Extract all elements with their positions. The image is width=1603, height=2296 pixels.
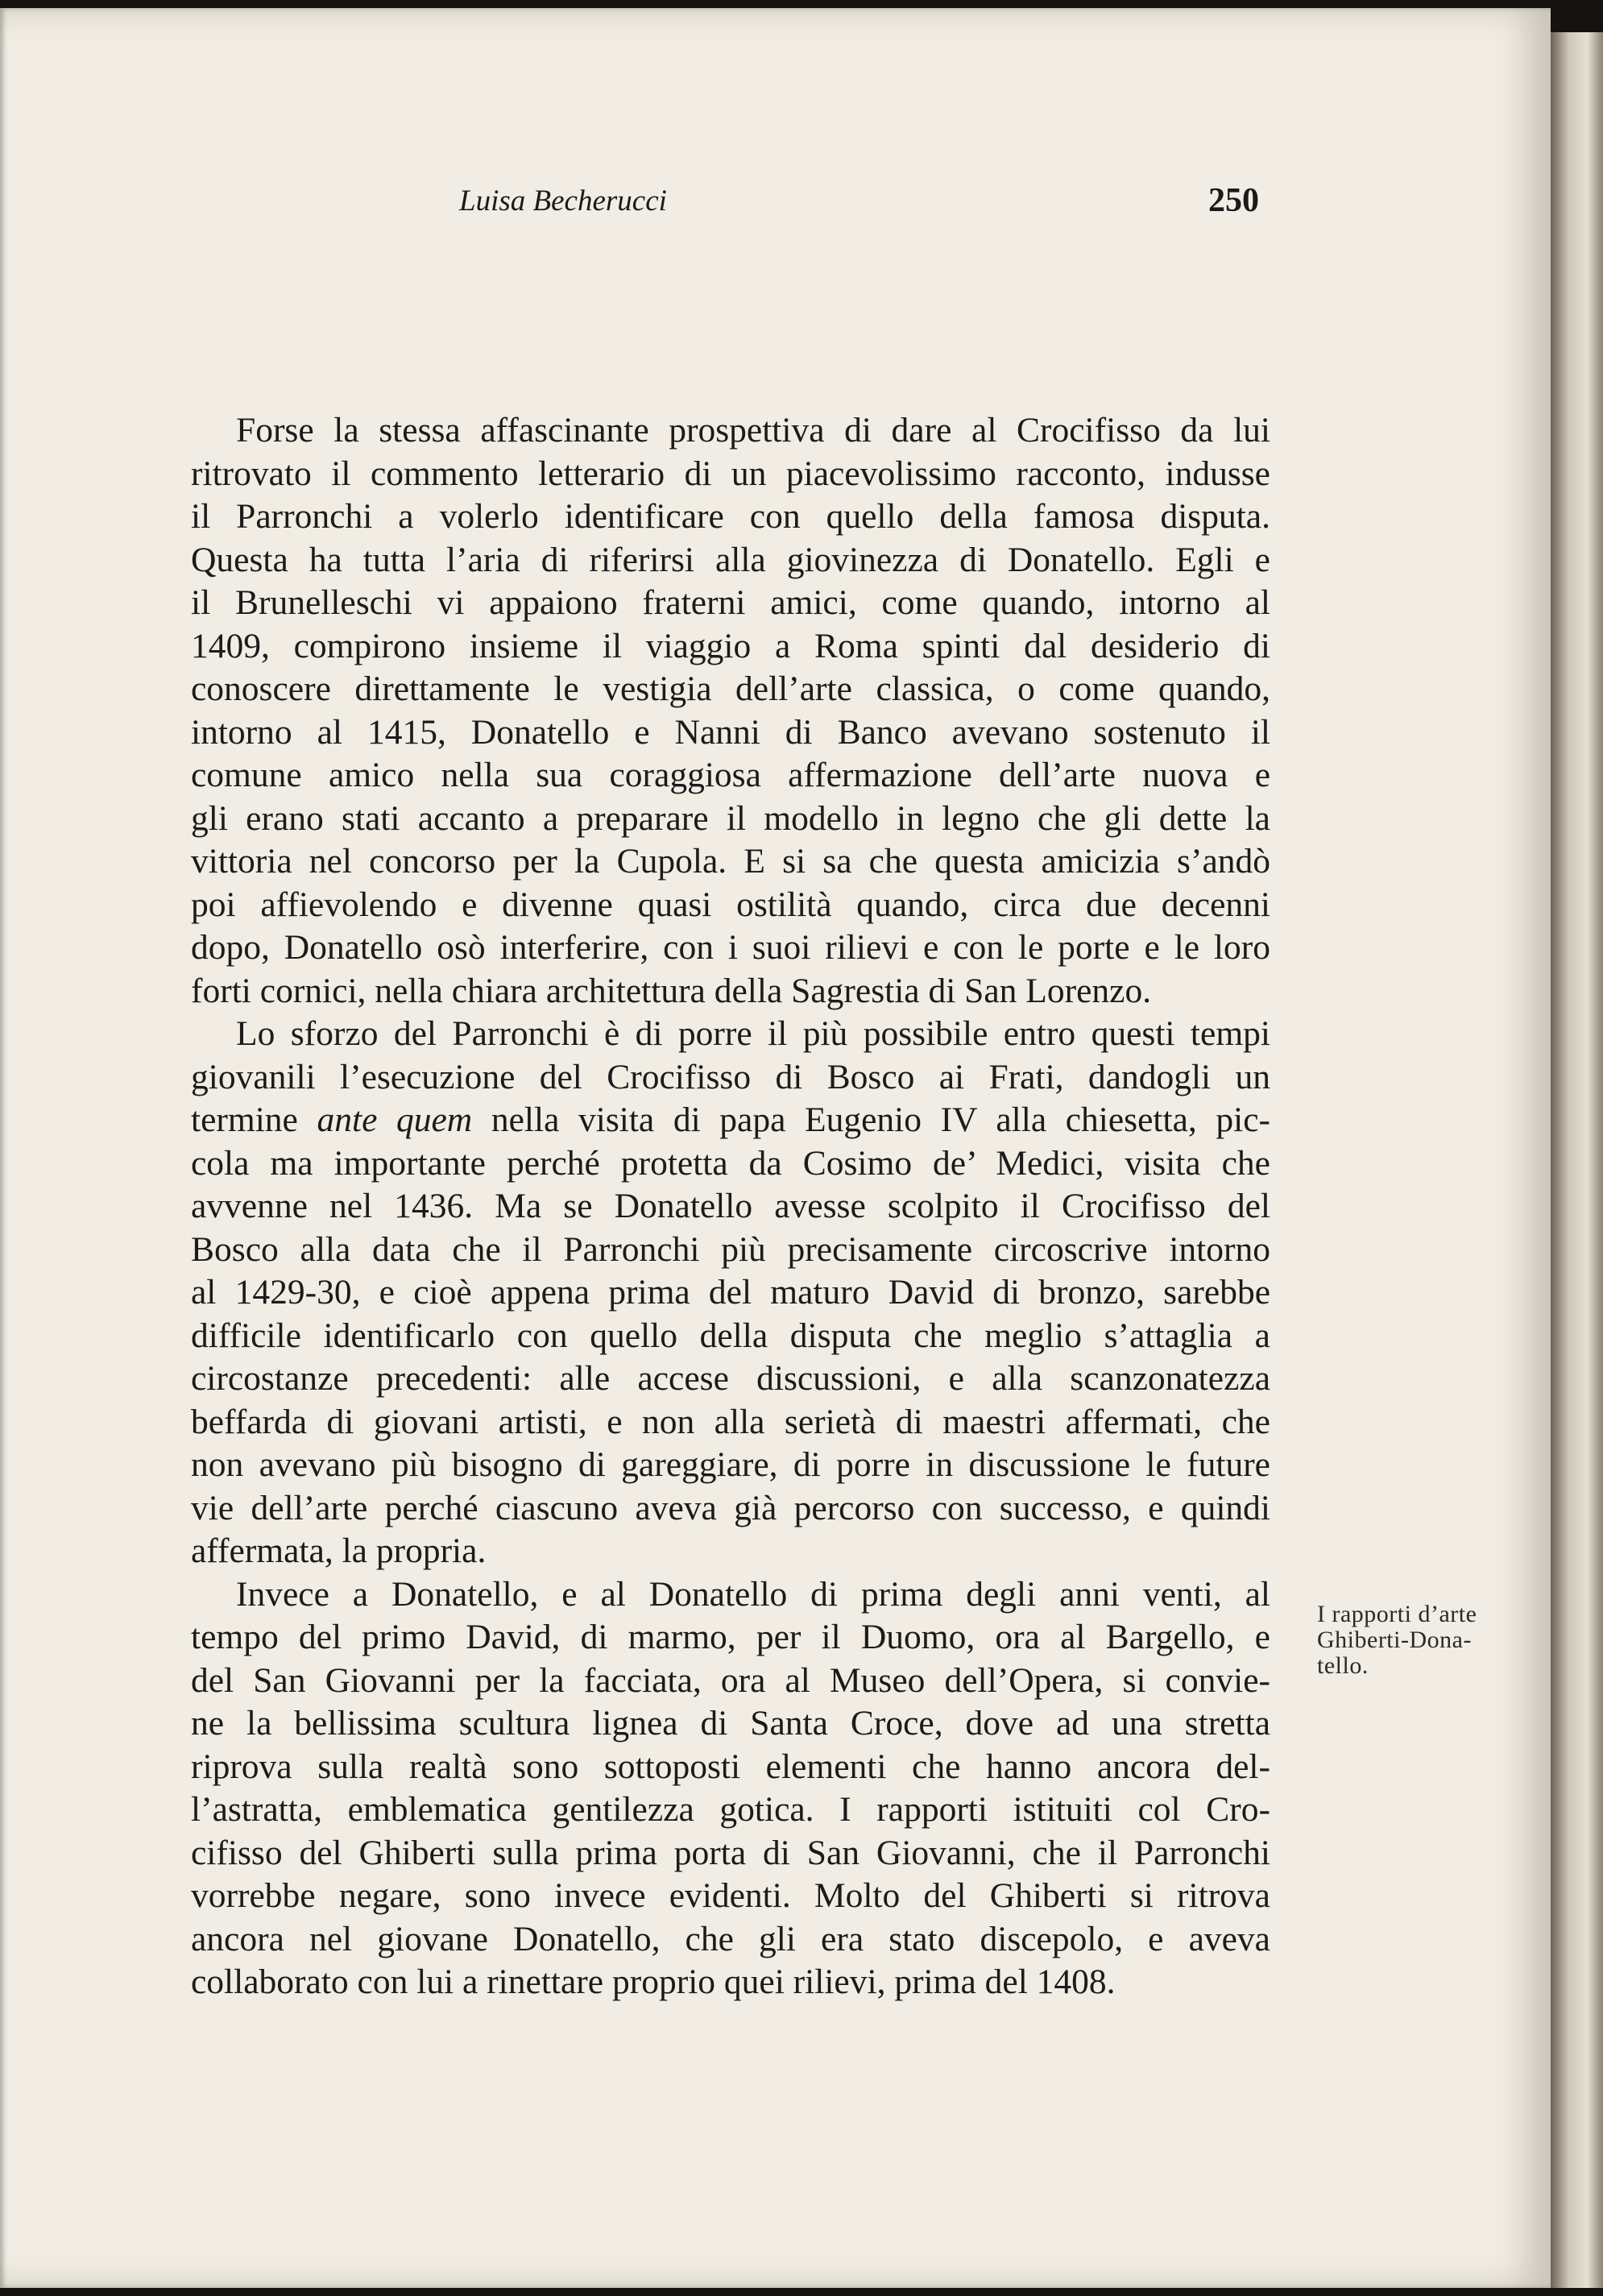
text-line: cifisso del Ghiberti sulla prima porta di San Giovanni, che il Parronchi: [191, 1833, 1270, 1872]
text-line: poi affievolendo e divenne quasi ostilità quando, circa due decenni: [191, 885, 1270, 924]
text-line: avvenne nel 1436. Ma se Donatello avesse scolpito il Crocifisso del: [191, 1187, 1270, 1225]
text-line: l’astratta, emblematica gentilezza gotica. I rapporti istituiti col Cro-: [191, 1790, 1270, 1829]
text-line: 1409, compirono insieme il viaggio a Roma spinti dal desiderio di: [191, 626, 1270, 665]
text-line: ne la bellissima scultura lignea di Santa Croce, dove ad una stretta: [191, 1704, 1270, 1743]
text-line: difficile identificarlo con quello della disputa che meglio s’attaglia a: [191, 1316, 1270, 1355]
text-line: affermata, la propria.: [191, 1531, 487, 1570]
main-text: [191, 409, 1270, 2004]
text-line: giovanili l’esecuzione del Crocifisso di Bosco ai Frati, dandogli un: [191, 1057, 1270, 1096]
text-line: Bosco alla data che il Parronchi più precisamente circoscrive intorno: [191, 1229, 1270, 1269]
running-head-author: Luisa Becherucci: [459, 184, 667, 218]
note-line: Ghiberti-Dona-: [1317, 1627, 1472, 1653]
text-line: tempo del primo David, di marmo, per il Duomo, ora al Bargello, e: [191, 1618, 1270, 1656]
text-line: collaborato con lui a rinettare proprio quei rilievi, prima del 1408.: [191, 1962, 1116, 2001]
text-line: riprova sulla realtà sono sottoposti elementi che hanno ancora del-: [191, 1747, 1270, 1786]
paragraph-1: [191, 409, 1270, 1013]
text-line: ritrovato il commento letterario di un piacevolissimo racconto, indusse: [191, 454, 1270, 493]
text-line-with-italic: [191, 1099, 1270, 1142]
text-line: gli erano stati accanto a preparare il modello in legno che gli dette la: [191, 798, 1270, 838]
text-line: comune amico nella sua coraggiosa affermazione dell’arte nuova e: [191, 756, 1270, 794]
line-segment: nella visita di papa Eugenio IV alla chiesetta, pic-: [491, 1100, 1271, 1139]
text-line: vie dell’arte perché ciascuno aveva già percorso con successo, e quindi: [191, 1488, 1270, 1527]
note-line: tello.: [1317, 1652, 1369, 1679]
text-line: beffarda di giovani artisti, e non alla serietà di maestri affermati, che: [191, 1402, 1270, 1441]
text-line: del San Giovanni per la facciata, ora al Museo dell’Opera, si convie-: [191, 1660, 1270, 1700]
text-line: il Brunelleschi vi appaiono fraterni amici, come quando, intorno al: [191, 583, 1270, 622]
text-line: Forse la stessa affascinante prospettiva di dare al Crocifisso da lui: [236, 411, 1270, 450]
text-line: forti cornici, nella chiara architettura della Sagrestia di San Lorenzo.: [191, 971, 1152, 1010]
marginal-note: [1317, 1602, 1526, 1679]
text-line: il Parronchi a volerlo identificare con quello della famosa disputa.: [191, 497, 1270, 536]
page-number: 250: [1208, 182, 1259, 219]
line-segment: termine: [191, 1100, 317, 1139]
text-line: circostanze precedenti: alle accese discussioni, e alla scanzonatezza: [191, 1359, 1270, 1398]
text-line: al 1429-30, e cioè appena prima del maturo David di bronzo, sarebbe: [191, 1273, 1270, 1312]
paragraph-2: [191, 1013, 1270, 1573]
text-line: Questa ha tutta l’aria di riferirsi alla giovinezza di Donatello. Egli e: [191, 540, 1270, 579]
italic-phrase: ante quem: [317, 1100, 473, 1139]
text-line: vittoria nel concorso per la Cupola. E si sa che questa amicizia s’andò: [191, 842, 1270, 881]
text-line: conoscere direttamente le vestigia dell’arte classica, o come quando,: [191, 669, 1270, 708]
text-line: ancora nel giovane Donatello, che gli era stato discepolo, e aveva: [191, 1919, 1270, 1958]
note-line: I rapporti d’arte: [1317, 1601, 1477, 1627]
paragraph-3: [191, 1573, 1270, 2004]
text-line: intorno al 1415, Donatello e Nanni di Banco avevano sostenuto il: [191, 712, 1270, 752]
text-line: vorrebbe negare, sono invece evidenti. Molto del Ghiberti si ritrova: [191, 1876, 1270, 1915]
text-line: dopo, Donatello osò interferire, con i suoi rilievi e con le porte e le loro: [191, 928, 1270, 967]
page-edge: [1551, 32, 1603, 2288]
text-line: Lo sforzo del Parronchi è di porre il più possibile entro questi tempi: [236, 1014, 1270, 1053]
text-line: cola ma importante perché protetta da Cosimo de’ Medici, visita che: [191, 1143, 1270, 1183]
text-line: Invece a Donatello, e al Donatello di prima degli anni venti, al: [236, 1574, 1270, 1614]
text-line: non avevano più bisogno di gareggiare, di porre in discussione le future: [191, 1445, 1270, 1484]
